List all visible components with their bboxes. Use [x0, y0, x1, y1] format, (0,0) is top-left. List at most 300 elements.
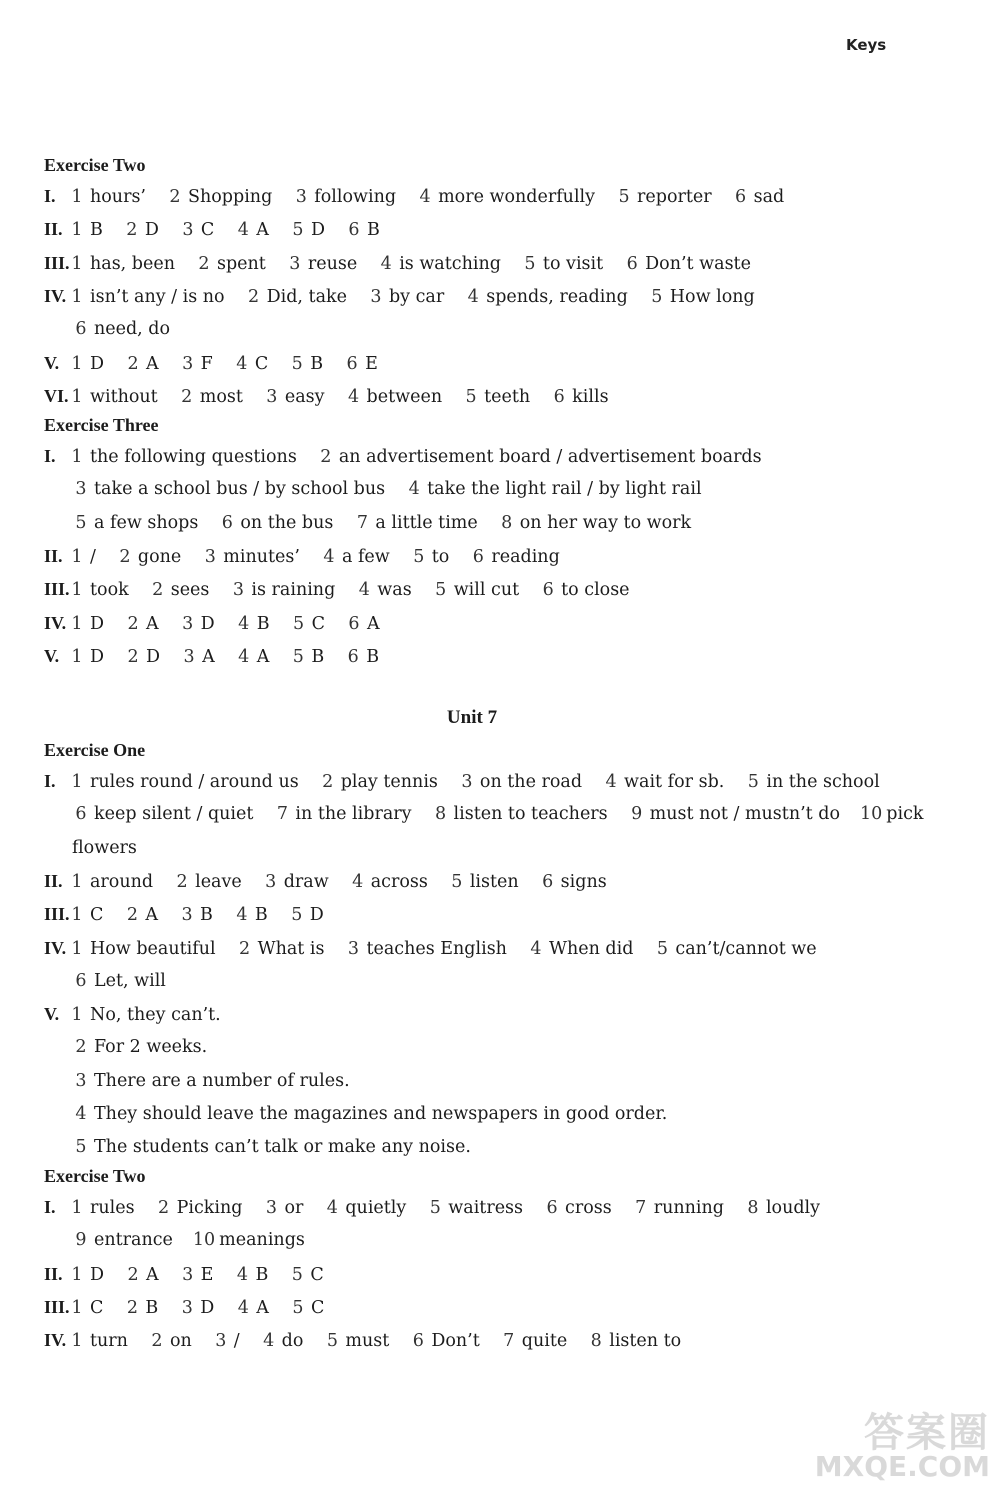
answer-number: 4 — [236, 1264, 249, 1285]
answer-item — [173, 872, 242, 892]
answer-text: listen — [469, 871, 519, 892]
answer-text: D — [90, 1264, 105, 1285]
answer-item — [68, 220, 103, 240]
answer-number: 9 — [631, 804, 643, 825]
answer-number: 2 — [75, 1037, 87, 1058]
answer-line — [72, 478, 722, 500]
answer-item — [68, 1198, 135, 1218]
answer-text: reuse — [307, 253, 358, 274]
answer-text: most — [199, 386, 243, 407]
answer-text: B — [254, 905, 268, 926]
answer-text: will cut — [453, 580, 520, 601]
answer-text: do — [281, 1331, 304, 1352]
answer-item — [623, 254, 751, 274]
answer-text: A — [145, 905, 159, 926]
answer-item — [179, 614, 215, 634]
answer-number: 2 — [126, 905, 138, 926]
watermark-text: 答案圈 — [864, 1410, 990, 1456]
answer-item — [68, 647, 104, 667]
answer-number: 5 — [291, 1264, 303, 1285]
answer-item — [68, 387, 158, 407]
answer-text: reporter — [637, 187, 712, 207]
answer-text: pick — [886, 804, 924, 825]
answer-number: 4 — [380, 253, 392, 274]
answer-text: No, they can’t. — [90, 1005, 221, 1026]
answer-item — [292, 187, 396, 207]
answer-item — [68, 447, 297, 467]
answer-item — [615, 187, 712, 207]
answer-text: between — [366, 386, 443, 407]
answer-number: 6 — [75, 804, 87, 825]
answer-item — [68, 354, 104, 374]
answer-number: 1 — [71, 1198, 83, 1218]
part-numeral: III. — [44, 1296, 70, 1317]
answer-item — [290, 614, 325, 634]
answer-line — [44, 385, 629, 408]
answer-number: 2 — [151, 1331, 163, 1352]
answer-text: E — [365, 353, 378, 374]
answer-text: D — [309, 905, 324, 926]
answer-number: 2 — [198, 253, 210, 274]
part-numeral: I. — [44, 446, 56, 466]
answer-item — [68, 1298, 103, 1318]
answer-item — [353, 513, 477, 533]
answer-item — [273, 804, 411, 824]
answer-number: 1 — [71, 938, 83, 959]
answer-text: D — [146, 646, 161, 667]
answer-text: Did, take — [266, 286, 347, 307]
answer-number: 5 — [75, 512, 87, 533]
answer-number: 10 — [860, 804, 883, 825]
answer-number: 1 — [71, 1297, 83, 1318]
answer-line — [72, 803, 944, 825]
answer-text: waitress — [448, 1198, 524, 1218]
answer-text: a few shops — [94, 512, 199, 533]
part-numeral: III. — [44, 252, 70, 273]
answer-number: 3 — [204, 546, 216, 567]
answer-text: They should leave the magazines and newspapers in good order. — [94, 1104, 668, 1124]
answer-text: has, been — [90, 253, 175, 274]
answer-text: B — [366, 646, 380, 667]
answer-item — [432, 580, 519, 600]
answer-number: 2 — [320, 447, 332, 467]
answer-text: For 2 weeks. — [94, 1037, 208, 1058]
answer-text: sad — [753, 187, 785, 207]
answer-item — [68, 905, 103, 925]
answer-item — [527, 939, 633, 959]
answer-number: 4 — [263, 1331, 275, 1352]
answer-text: kills — [572, 386, 609, 407]
answer-number: 6 — [348, 613, 360, 634]
answer-text: listen to teachers — [453, 804, 608, 825]
answer-item — [68, 187, 146, 207]
answer-item — [124, 647, 160, 667]
answer-number: 1 — [71, 646, 83, 667]
answer-text: on her way to work — [519, 512, 692, 533]
part-numeral: III. — [44, 579, 70, 600]
answer-number: 1 — [71, 613, 83, 634]
answer-number: 1 — [71, 546, 83, 567]
answer-item — [178, 387, 243, 407]
answer-number: 4 — [237, 220, 249, 241]
answer-text: D — [144, 220, 159, 241]
answer-text: A — [366, 613, 380, 634]
answer-number: 6 — [348, 220, 360, 241]
answer-text: rules round / around us — [90, 772, 299, 792]
answer-line — [44, 770, 900, 793]
answer-text: cross — [565, 1198, 612, 1218]
answer-item — [349, 872, 428, 892]
answer-number: 5 — [747, 772, 759, 792]
answer-item — [648, 287, 755, 307]
answer-item — [72, 1037, 207, 1057]
answer-number: 1 — [71, 386, 83, 407]
answer-text: must not / mustn’t do — [649, 804, 840, 825]
answer-item — [178, 1298, 214, 1318]
answer-line — [72, 1036, 227, 1058]
answer-number: 6 — [412, 1331, 424, 1352]
answer-item — [464, 287, 628, 307]
answer-text: B — [145, 1297, 159, 1318]
answer-item — [123, 1298, 158, 1318]
answer-text: or — [284, 1198, 304, 1218]
answer-text: on the bus — [240, 512, 334, 533]
answer-item — [744, 772, 879, 792]
answer-text: take the light rail / by light rail — [427, 479, 702, 500]
answer-number: 5 — [413, 546, 425, 567]
part-numeral: VI. — [44, 385, 69, 406]
answer-item — [543, 1198, 612, 1218]
answer-item — [72, 838, 137, 858]
answer-line — [44, 1196, 840, 1219]
answer-item — [72, 1230, 173, 1250]
answer-number: 3 — [295, 187, 307, 207]
answer-text: play tennis — [340, 772, 438, 792]
answer-number: 1 — [71, 286, 83, 307]
answer-number: 5 — [656, 938, 668, 959]
answer-text: around — [90, 871, 154, 892]
answer-text: teaches English — [366, 938, 507, 959]
answer-number: 5 — [292, 1297, 304, 1318]
answer-item — [123, 220, 159, 240]
watermark-url: MXQE.COM — [814, 1450, 990, 1483]
answer-number: 1 — [71, 447, 83, 467]
answer-item — [180, 647, 215, 667]
answer-item — [289, 1298, 324, 1318]
answer-number: 8 — [501, 512, 513, 533]
part-numeral: II. — [44, 870, 63, 891]
answer-item — [235, 647, 270, 667]
answer-number: 1 — [71, 905, 83, 926]
answer-item — [68, 1265, 104, 1285]
answer-text: flowers — [72, 837, 137, 858]
part-numeral: IV. — [44, 1330, 67, 1351]
answer-line — [44, 1003, 241, 1026]
answer-number: 6 — [546, 1198, 558, 1218]
answer-number: 3 — [181, 1297, 193, 1318]
answer-text: C — [310, 1297, 325, 1318]
answer-line — [44, 352, 398, 375]
answer-number: 8 — [590, 1331, 602, 1352]
answer-item — [116, 547, 181, 567]
answer-line — [44, 937, 837, 960]
answer-number: 5 — [292, 646, 304, 667]
answer-text: gone — [137, 546, 182, 567]
answer-text: a few — [341, 546, 390, 567]
part-numeral: V. — [44, 645, 60, 666]
answer-number: 7 — [503, 1331, 515, 1352]
answer-number: 1 — [71, 871, 83, 892]
answer-text: easy — [284, 386, 325, 407]
answer-text: spends, reading — [486, 286, 628, 307]
answer-number: 5 — [326, 1331, 338, 1352]
answer-number: 4 — [236, 353, 248, 374]
answer-text: A — [202, 646, 215, 667]
answer-text: to — [431, 546, 450, 567]
answer-number: 3 — [182, 613, 194, 634]
answer-number: 5 — [451, 871, 463, 892]
answer-item — [155, 1198, 243, 1218]
answer-item — [632, 1198, 724, 1218]
answer-number: 4 — [408, 479, 420, 500]
answer-number: 4 — [323, 546, 335, 567]
answer-item — [500, 1331, 567, 1351]
answer-text: was — [377, 580, 412, 601]
answer-number: 8 — [747, 1198, 759, 1218]
answer-number: 2 — [126, 220, 138, 241]
answer-item — [860, 804, 924, 824]
answer-number: 2 — [127, 1264, 139, 1285]
exercise-heading: Exercise Three — [44, 415, 159, 435]
answer-line — [44, 252, 771, 275]
answer-item — [179, 1265, 214, 1285]
answer-item — [68, 287, 225, 307]
answer-number: 1 — [71, 253, 83, 274]
answer-number: 6 — [735, 187, 747, 207]
answer-item — [236, 939, 325, 959]
part-numeral: IV. — [44, 937, 67, 958]
answer-text: A — [256, 220, 269, 241]
answer-number: 1 — [71, 1331, 83, 1352]
answer-number: 4 — [352, 871, 364, 892]
part-numeral: II. — [44, 219, 63, 240]
answer-number: 4 — [419, 187, 431, 207]
answer-number: 8 — [434, 804, 447, 825]
answer-item — [233, 1265, 268, 1285]
answer-text: / — [233, 1331, 240, 1352]
answer-number: 4 — [238, 646, 250, 667]
answer-line — [72, 970, 186, 992]
exercise-heading: Exercise Two — [44, 155, 146, 175]
answer-number: 6 — [542, 871, 554, 892]
answer-text: A — [256, 1297, 269, 1318]
answer-number: 3 — [461, 772, 473, 792]
answer-item — [288, 1265, 323, 1285]
answer-item — [149, 580, 210, 600]
answer-number: 6 — [75, 319, 87, 340]
answer-text: A — [146, 1264, 159, 1285]
answer-number: 2 — [158, 1198, 170, 1218]
answer-item — [72, 513, 198, 533]
answer-text: hours’ — [90, 187, 146, 207]
part-numeral: I. — [44, 771, 56, 791]
answer-line — [44, 285, 775, 308]
answer-line — [44, 1329, 701, 1352]
answer-number: 2 — [152, 580, 164, 601]
answer-number: 3 — [75, 479, 87, 500]
answer-item — [260, 1331, 304, 1351]
answer-number: 2 — [248, 286, 260, 307]
answer-item — [320, 547, 390, 567]
answer-number: 5 — [524, 253, 536, 274]
answer-item — [550, 387, 608, 407]
answer-text: wait for sb. — [624, 772, 725, 792]
answer-item — [498, 513, 691, 533]
answer-line — [44, 612, 400, 635]
answer-text: sees — [170, 580, 210, 601]
answer-item — [286, 254, 357, 274]
answer-item — [233, 354, 268, 374]
answer-item — [72, 479, 385, 499]
answer-item — [323, 1198, 406, 1218]
answer-line — [72, 318, 190, 340]
answer-number: 5 — [618, 187, 630, 207]
answer-text: a little time — [375, 512, 478, 533]
answer-text: spent — [217, 253, 266, 274]
answer-number: 9 — [75, 1230, 87, 1251]
answer-item — [319, 772, 438, 792]
answer-number: 6 — [542, 580, 554, 601]
answer-number: 6 — [626, 253, 638, 274]
answer-number: 2 — [127, 353, 139, 374]
answer-item — [744, 1198, 820, 1218]
part-numeral: I. — [44, 186, 56, 206]
answer-item — [405, 479, 701, 499]
answer-item — [124, 614, 159, 634]
answer-item — [345, 614, 380, 634]
answer-item — [345, 387, 443, 407]
answer-text: C — [310, 1264, 324, 1285]
answer-text: B — [310, 353, 324, 374]
answer-text: turn — [90, 1331, 128, 1352]
answer-item — [68, 872, 153, 892]
answer-number: 2 — [127, 613, 139, 634]
answer-text: on — [169, 1331, 192, 1352]
answer-number: 5 — [75, 1137, 87, 1158]
answer-item — [409, 1331, 479, 1351]
answer-item — [289, 220, 325, 240]
answer-text: When did — [548, 938, 634, 959]
answer-item — [343, 354, 378, 374]
answer-text: to visit — [542, 253, 604, 274]
answer-number: 4 — [530, 938, 542, 959]
answer-number: 4 — [326, 1198, 338, 1218]
answer-item — [68, 254, 175, 274]
answer-item — [72, 804, 253, 824]
answer-text: running — [653, 1198, 724, 1218]
answer-text: by car — [388, 286, 445, 307]
answer-text: on the road — [479, 772, 583, 792]
answer-text: reading — [491, 546, 560, 567]
answer-text: Picking — [176, 1198, 243, 1218]
answer-text: need, do — [94, 319, 171, 340]
answer-number: 5 — [293, 613, 305, 634]
answer-text: minutes’ — [223, 546, 300, 567]
answer-text: can’t/cannot we — [675, 938, 817, 959]
answer-text: B — [90, 220, 103, 241]
answer-item — [68, 939, 216, 959]
answer-text: more wonderfully — [438, 187, 596, 207]
answer-item — [195, 254, 266, 274]
answer-number: 4 — [236, 905, 248, 926]
answer-number: 2 — [127, 646, 139, 667]
answer-number: 4 — [238, 613, 250, 634]
answer-item — [229, 580, 335, 600]
answer-item — [323, 1331, 389, 1351]
answer-number: 4 — [358, 580, 370, 601]
answer-text: teeth — [484, 386, 531, 407]
answer-number: 6 — [347, 646, 359, 667]
answer-text: How beautiful — [90, 938, 216, 959]
answer-text: D — [90, 613, 105, 634]
answer-text: What is — [257, 938, 325, 959]
answer-number: 3 — [266, 386, 278, 407]
part-numeral: III. — [44, 904, 70, 925]
answer-text: must — [345, 1331, 390, 1352]
answer-text: draw — [283, 871, 329, 892]
answer-number: 7 — [635, 1198, 647, 1218]
answer-item — [233, 905, 268, 925]
answer-item — [653, 939, 816, 959]
answer-item — [345, 220, 380, 240]
answer-item — [148, 1331, 192, 1351]
answer-text: The students can’t talk or make any noise. — [94, 1137, 471, 1158]
part-numeral: V. — [44, 352, 60, 373]
answer-text: quite — [521, 1331, 568, 1352]
answer-number: 7 — [276, 804, 288, 825]
answer-text: C — [311, 613, 325, 634]
answer-text: C — [254, 353, 269, 374]
answer-item — [410, 547, 450, 567]
answer-number: 1 — [71, 1264, 83, 1285]
answer-text: took — [90, 580, 129, 601]
answer-item — [72, 1137, 471, 1157]
answer-item — [166, 187, 272, 207]
answer-item — [72, 319, 170, 339]
answer-number: 6 — [346, 353, 358, 374]
answer-item — [521, 254, 603, 274]
answer-text: rules — [90, 1198, 135, 1218]
answer-number: 3 — [370, 286, 382, 307]
answer-number: 6 — [75, 970, 87, 991]
answer-item — [262, 872, 329, 892]
answer-item — [288, 905, 324, 925]
site-watermark — [814, 1410, 990, 1483]
answer-number: 3 — [289, 253, 301, 274]
answer-text: in the school — [766, 772, 880, 792]
answer-number: 1 — [71, 580, 83, 601]
part-numeral: V. — [44, 1004, 60, 1025]
page-header-keys: Keys — [846, 36, 887, 54]
answer-line — [44, 545, 580, 568]
answer-text: Don’t waste — [645, 253, 751, 274]
answer-item — [344, 939, 507, 959]
answer-item — [462, 387, 530, 407]
answer-number: 2 — [119, 546, 131, 567]
answer-line — [44, 645, 399, 668]
answer-number: 6 — [221, 512, 233, 533]
answer-item — [416, 187, 595, 207]
